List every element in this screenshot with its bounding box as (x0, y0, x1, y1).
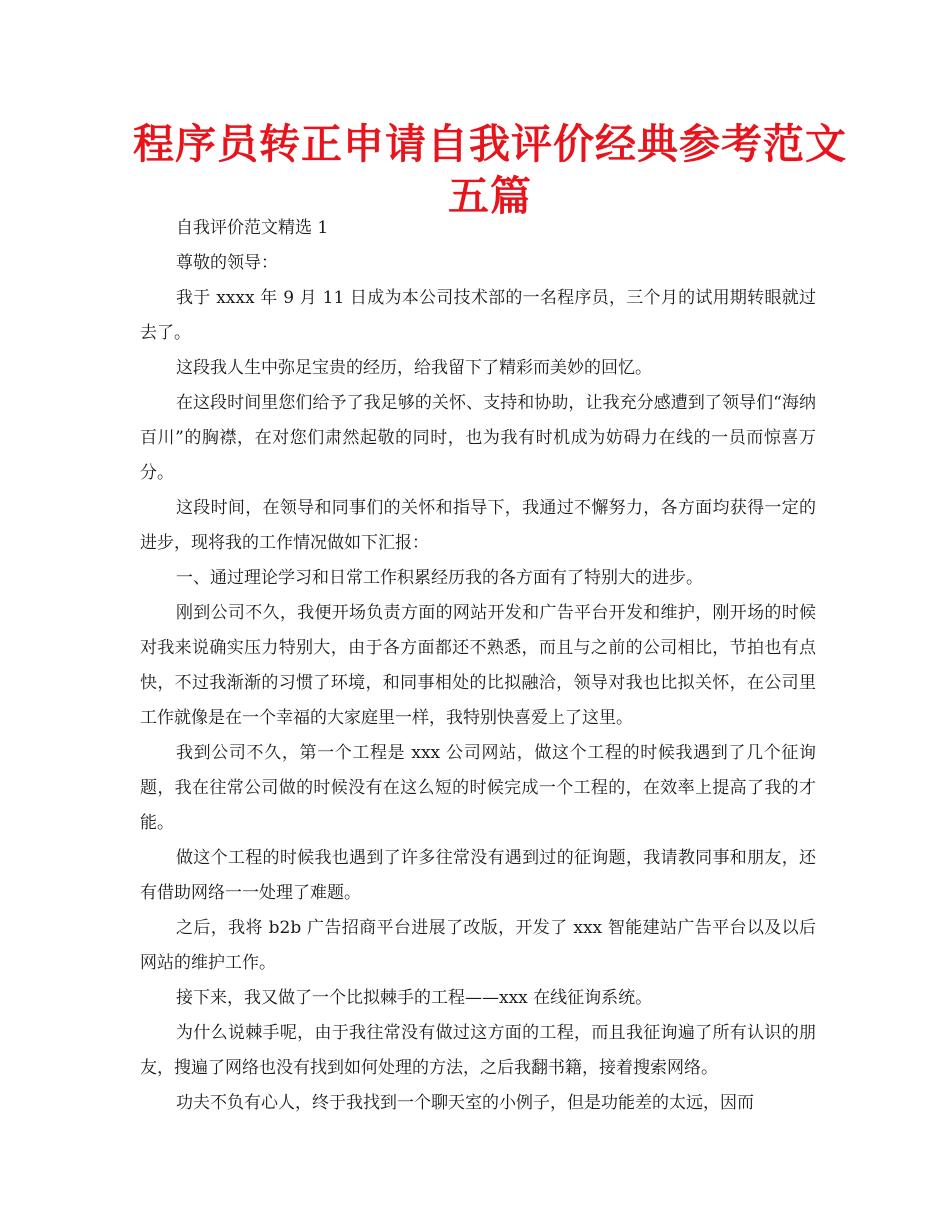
paragraph: 我于 xxxx 年 9 月 11 日成为本公司技术部的一名程序员，三个月的试用期转眼就过去了。 (140, 288, 816, 343)
paragraph: 做这个工程的时候我也遇到了许多往常没有遇到过的征询题，我请教同事和朋友，还有借助网络一一处理了难题。 (140, 848, 816, 903)
paragraph: 这段时间，在领导和同事们的关怀和指导下，我通过不懈努力，各方面均获得一定的进步，现将我的工作情况做如下汇报： (140, 498, 816, 553)
paragraph: 接下来，我又做了一个比拟棘手的工程——xxx 在线征询系统。 (176, 988, 653, 1008)
document-title: 程序员转正申请自我评价经典参考范文五篇 (133, 120, 847, 220)
paragraph-subheading: 一、通过理论学习和日常工作积累经历我的各方面有了特别大的进步。 (176, 568, 703, 588)
paragraph: 功夫不负有心人，终于我找到一个聊天室的小例子，但是功能差的太远，因而 (176, 1093, 754, 1113)
paragraph: 为什么说棘手呢，由于我往常没有做过这方面的工程，而且我征询遍了所有认识的朋友，搜遍了网络也没有找到如何处理的方法，之后我翻书籍，接着搜索网络。 (140, 1023, 816, 1078)
document-body (140, 211, 816, 1121)
paragraph: 之后，我将 b2b 广告招商平台进展了改版，开发了 xxx 智能建站广告平台以及以后网站的维护工作。 (140, 918, 816, 973)
paragraph: 刚到公司不久，我便开场负责方面的网站开发和广告平台开发和维护，刚开场的时候对我来说确实压力特别大，由于各方面都还不熟悉，而且与之前的公司相比，节拍也有点快，不过我渐渐的习惯了环境，和同事相处的比拟融洽，领导对我也比拟关怀，在公司里工作就像是在一个幸福的大家庭里一样，我特别快喜爱上了这里。 (140, 603, 816, 728)
paragraph-salutation: 尊敬的领导： (176, 253, 278, 273)
paragraph: 我到公司不久，第一个工程是 xxx 公司网站，做这个工程的时候我遇到了几个征询题，我在往常公司做的时候没有在这么短的时候完成一个工程的，在效率上提高了我的才能。 (140, 743, 816, 833)
paragraph-section-heading: 自我评价范文精选 1 (176, 218, 329, 238)
paragraph: 在这段时间里您们给予了我足够的关怀、支持和协助，让我充分感遭到了领导们“海纳百川”的胸襟，在对您们肃然起敬的同时，也为我有时机成为妨碍力在线的一员而惊喜万分。 (140, 393, 816, 483)
paragraph: 这段我人生中弥足宝贵的经历，给我留下了精彩而美妙的回忆。 (176, 358, 652, 378)
